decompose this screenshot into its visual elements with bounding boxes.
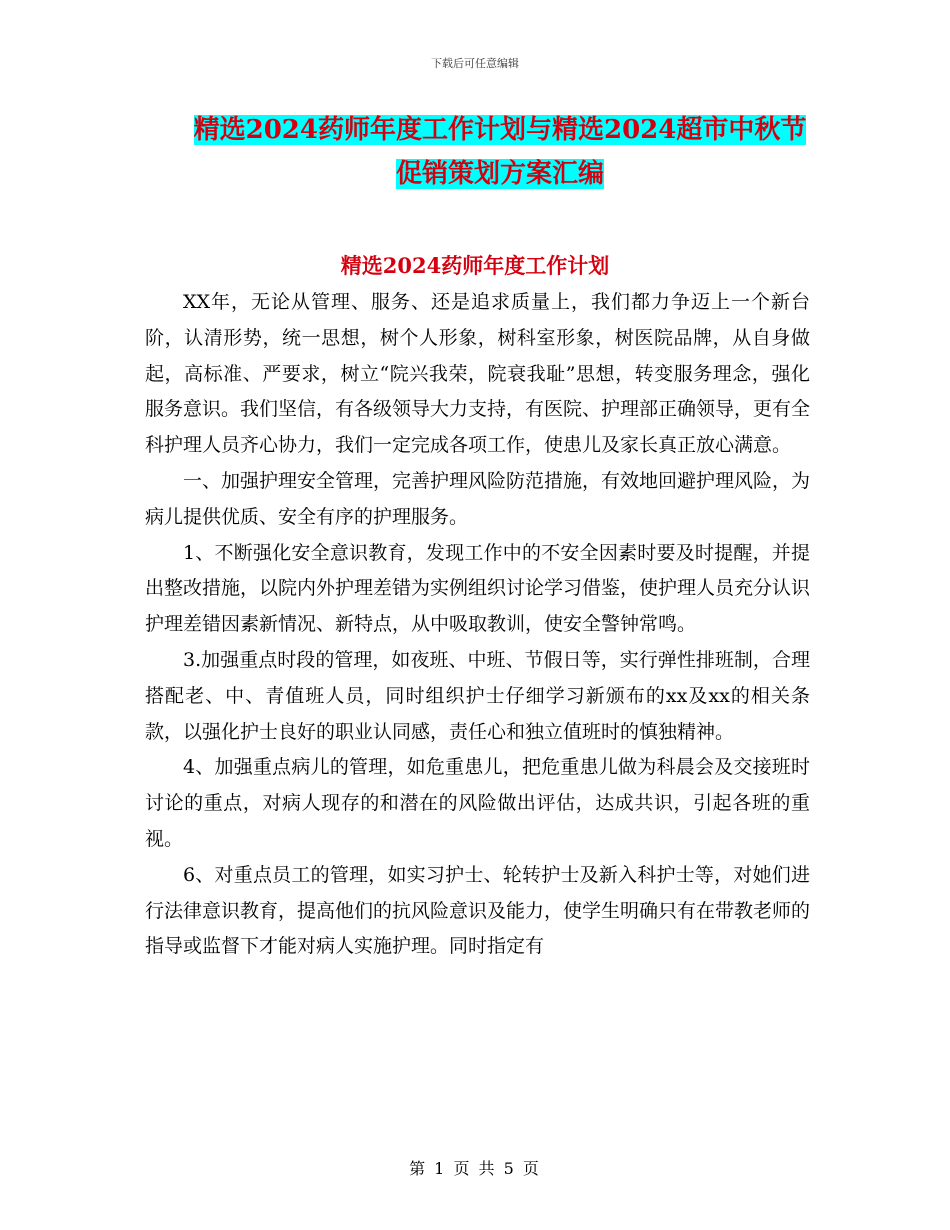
header-note: 下载后可任意编辑 xyxy=(431,57,519,70)
document-body xyxy=(145,285,810,965)
document-title-line-2: 促销策划方案汇编 xyxy=(395,159,604,189)
section-title: 精选2024药师年度工作计划 xyxy=(340,253,610,278)
paragraph: 3.加强重点时段的管理，如夜班、中班、节假日等，实行弹性排班制，合理搭配老、中、青值班人员，同时组织护士仔细学习新颁布的xx及xx的相关条款，以强化护士良好的职业认同感，责任心和独立值班时的慎独精神。 xyxy=(145,648,810,743)
page-number: 第 1 页 共 5 页 xyxy=(409,1159,541,1178)
paragraph: 4、加强重点病儿的管理，如危重患儿，把危重患儿做为科晨会及交接班时讨论的重点，对病人现存的和潜在的风险做出评估，达成共识，引起各班的重视。 xyxy=(145,756,810,850)
document-title-line-1: 精选2024药师年度工作计划与精选2024超市中秋节 xyxy=(193,115,807,145)
document-title xyxy=(140,108,860,196)
paragraph: 一、加强护理安全管理，完善护理风险防范措施，有效地回避护理风险，为病儿提供优质、安全有序的护理服务。 xyxy=(145,469,811,528)
paragraph: XX年，无论从管理、服务、还是追求质量上，我们都力争迈上一个新台阶，认清形势，统一思想，树个人形象，树科室形象，树医院品牌，从自身做起，高标准、严要求，树立“院兴我荣，院衰我耻”思想，转变服务理念，强化服务意识。我们坚信，有各级领导大力支持，有医院、护理部正确领导，更有全科护理人员齐心协力，我们一定完成各项工作，使患儿及家长真正放心满意。 xyxy=(145,291,811,457)
paragraph: 1、不断强化安全意识教育，发现工作中的不安全因素时要及时提醒，并提出整改措施，以院内外护理差错为实例组织讨论学习借鉴，使护理人员充分认识护理差错因素新情况、新特点，从中吸取教训，使安全警钟常鸣。 xyxy=(145,541,811,636)
paragraph: 6、对重点员工的管理，如实习护士、轮转护士及新入科护士等，对她们进行法律意识教育，提高他们的抗风险意识及能力，使学生明确只有在带教老师的指导或监督下才能对病人实施护理。同时指定有 xyxy=(145,863,811,958)
